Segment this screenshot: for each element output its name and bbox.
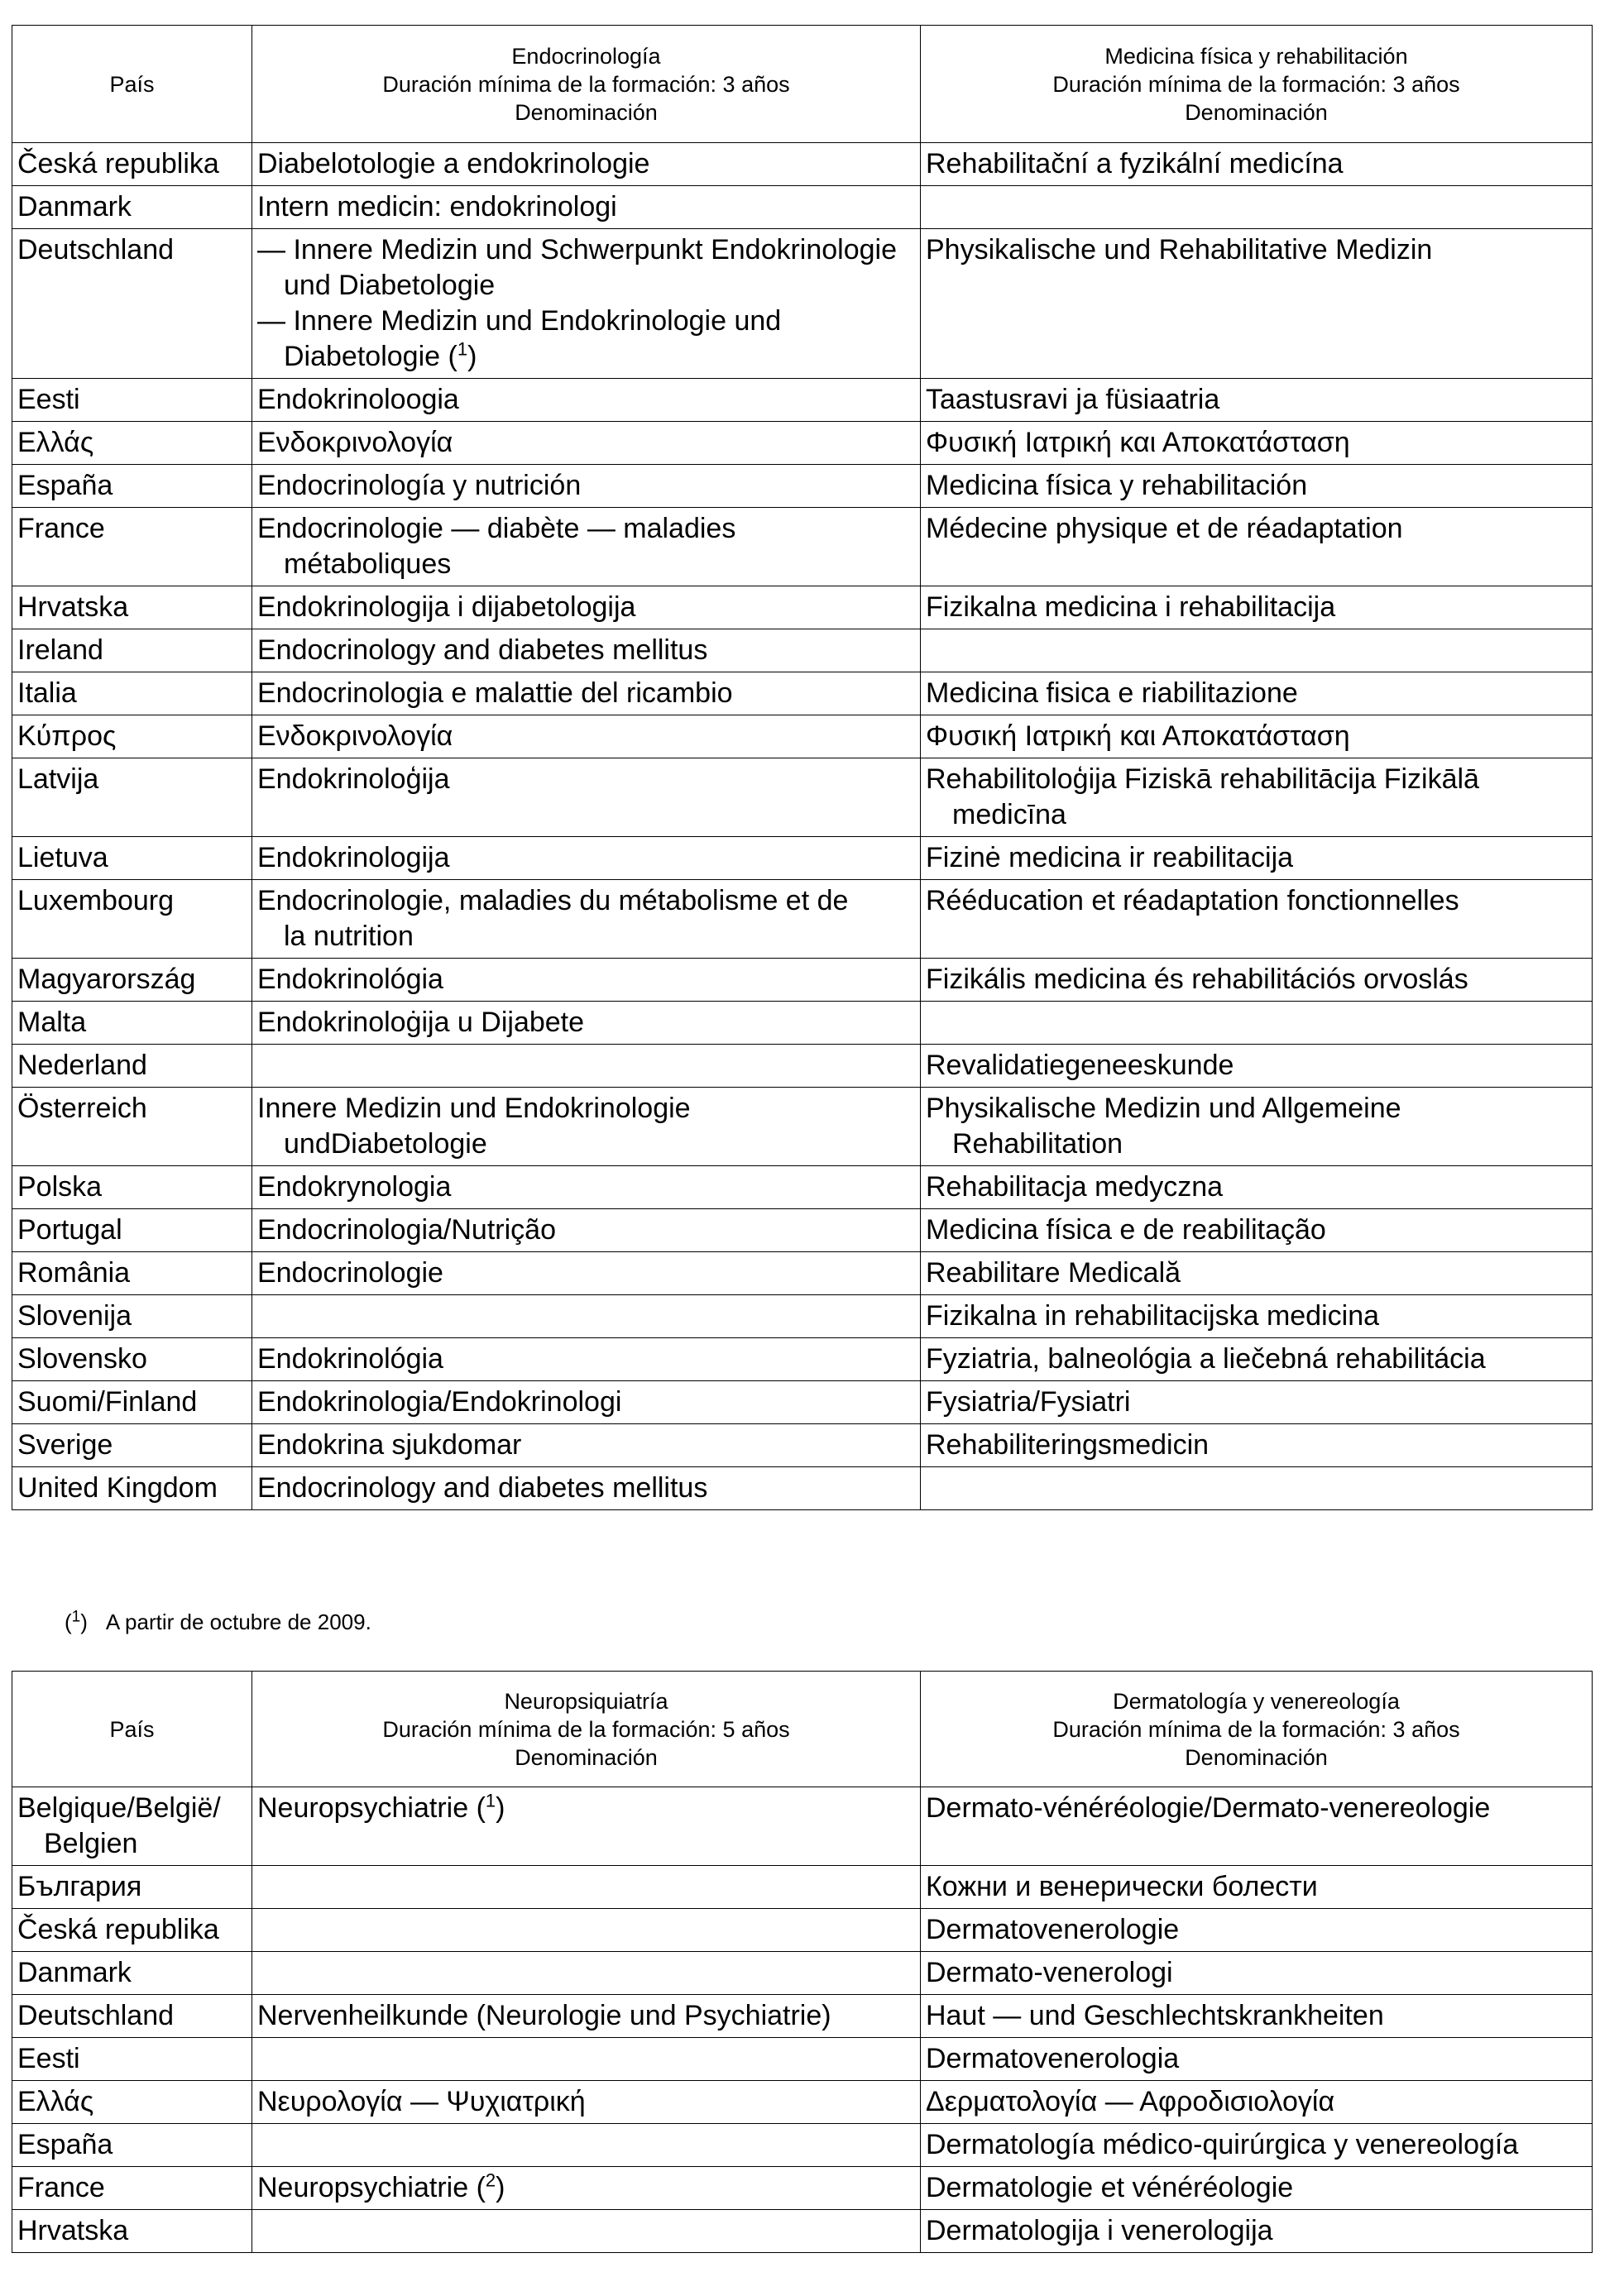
- cell-a: [252, 1909, 921, 1952]
- table-row: [12, 2167, 1593, 2210]
- cell-a: [252, 2124, 921, 2167]
- cell-text: Slovensko: [17, 1343, 147, 1375]
- table-row: [12, 2038, 1593, 2081]
- cell-b: [921, 715, 1593, 758]
- table-row: [12, 1295, 1593, 1338]
- cell-text: Luxembourg: [17, 885, 175, 916]
- table-row: [12, 1209, 1593, 1252]
- cell-text: Φυσική Ιατρική και Αποκατάσταση: [926, 720, 1350, 752]
- cell-text: — Innere Medizin und Schwerpunkt Endokrinologie und Diabetologie: [257, 234, 898, 301]
- cell-text: Dermatologija i venerologija: [926, 2215, 1273, 2246]
- table-row: [12, 2124, 1593, 2167]
- cell-a: [252, 1166, 921, 1209]
- cell-text: Fizikalna medicina i rehabilitacija: [926, 591, 1336, 623]
- cell-text: Endokrinoloġija u Dijabete: [257, 1007, 585, 1038]
- cell-text: Endocrinologie — diabète — maladies: [257, 513, 736, 544]
- cell-b: [921, 1209, 1593, 1252]
- cell-a: [252, 143, 921, 186]
- cell-text: Dermatovenerologie: [926, 1914, 1180, 1945]
- cell-text: Neuropsychiatrie ($^1$): [257, 1790, 505, 1824]
- cell-country: [12, 1338, 252, 1381]
- cell-text: Latvija: [17, 763, 99, 795]
- cell-country: [12, 1295, 252, 1338]
- cell-text: България: [17, 1871, 142, 1902]
- cell-a: [252, 508, 921, 586]
- cell-country: [12, 2210, 252, 2253]
- cell-text: Ireland: [17, 634, 103, 666]
- cell-text: România: [17, 1257, 131, 1289]
- cell-text: Revalidatiegeneeskunde: [926, 1050, 1234, 1081]
- cell-text: Endocrinologie, maladies du métabolisme et de: [257, 885, 849, 916]
- cell-b: [921, 1088, 1593, 1166]
- table-row: [12, 1045, 1593, 1088]
- cell-country: [12, 508, 252, 586]
- cell-a: [252, 959, 921, 1002]
- table-row: [12, 422, 1593, 465]
- footnote-reference: ($^2$): [468, 2169, 505, 2203]
- cell-text: Endocrinología y nutrición: [257, 470, 582, 501]
- specialties-table-2: [12, 1671, 1593, 2253]
- cell-b: [921, 672, 1593, 715]
- cell-country: [12, 586, 252, 629]
- cell-text: Endokrynologia: [257, 1171, 452, 1203]
- table-row: [12, 1995, 1593, 2038]
- table-row: [12, 1002, 1593, 1045]
- cell-country: [12, 1252, 252, 1295]
- cell-text: Dermatología médico-quirúrgica y venereología: [926, 2129, 1519, 2160]
- footnote-reference: ($^1$): [440, 338, 477, 372]
- table-row: [12, 1252, 1593, 1295]
- table-row: [12, 1381, 1593, 1424]
- cell-a: [252, 1338, 921, 1381]
- cell-b: [921, 379, 1593, 422]
- cell-a: [252, 1787, 921, 1866]
- cell-b: [921, 1166, 1593, 1209]
- cell-text: Hrvatska: [17, 591, 129, 623]
- header-col-a: Neuropsiquiatría Duración mínima de la formación: 5 años Denominación: [252, 1672, 921, 1787]
- cell-text: Nederland: [17, 1050, 147, 1081]
- cell-country: [12, 880, 252, 959]
- cell-b: [921, 1866, 1593, 1909]
- cell-b: [921, 1424, 1593, 1467]
- cell-country: [12, 379, 252, 422]
- cell-country: [12, 229, 252, 379]
- cell-a: [252, 186, 921, 229]
- cell-text: Endokrinologija i dijabetologija: [257, 591, 636, 623]
- cell-b: [921, 186, 1593, 229]
- cell-text: Medicina fisica e riabilitazione: [926, 677, 1298, 709]
- cell-country: [12, 1467, 252, 1510]
- cell-a: [252, 1045, 921, 1088]
- cell-text: Eesti: [17, 384, 80, 415]
- cell-a: [252, 1002, 921, 1045]
- cell-text: Portugal: [17, 1214, 122, 1246]
- cell-b: [921, 959, 1593, 1002]
- cell-a: [252, 2210, 921, 2253]
- cell-text: Hrvatska: [17, 2215, 129, 2246]
- cell-country: [12, 2124, 252, 2167]
- cell-b: [921, 2124, 1593, 2167]
- cell-a: [252, 1424, 921, 1467]
- cell-a: [252, 715, 921, 758]
- cell-text: Fizikális medicina és rehabilitációs orvoslás: [926, 964, 1468, 995]
- cell-text: Rehabilitation: [952, 1128, 1123, 1160]
- cell-text: Medicina física e de reabilitação: [926, 1214, 1326, 1246]
- cell-country: [12, 2038, 252, 2081]
- cell-a: [252, 758, 921, 837]
- cell-country: [12, 1209, 252, 1252]
- cell-b: [921, 1787, 1593, 1866]
- cell-a: [252, 2038, 921, 2081]
- cell-text: Danmark: [17, 1957, 132, 1988]
- cell-text: Fizinė medicina ir reabilitacija: [926, 842, 1294, 873]
- cell-country: [12, 1002, 252, 1045]
- table-row: [12, 672, 1593, 715]
- cell-text: Rehabilitační a fyzikální medicína: [926, 148, 1344, 179]
- cell-text: Italia: [17, 677, 77, 709]
- cell-country: [12, 1166, 252, 1209]
- cell-country: [12, 837, 252, 880]
- table-row: [12, 959, 1593, 1002]
- cell-b: [921, 1952, 1593, 1995]
- cell-text: Danmark: [17, 191, 132, 222]
- cell-b: [921, 880, 1593, 959]
- cell-text: métaboliques: [284, 548, 452, 580]
- cell-text: Rehabilitoloģija Fiziskā rehabilitācija Fizikālā: [926, 763, 1479, 795]
- cell-b: [921, 2210, 1593, 2253]
- cell-b: [921, 143, 1593, 186]
- cell-b: [921, 229, 1593, 379]
- cell-text: la nutrition: [284, 921, 414, 952]
- cell-a: [252, 1295, 921, 1338]
- table-row: [12, 586, 1593, 629]
- footnote: ($^1$) A partir de octubre de 2009.: [65, 1608, 371, 1634]
- header-col-b: Dermatología y venereología Duración mínima de la formación: 3 años Denominación: [921, 1672, 1593, 1787]
- cell-country: [12, 1952, 252, 1995]
- cell-text: Fyziatria, balneológia a liečebná rehabilitácia: [926, 1343, 1486, 1375]
- table-row: [12, 379, 1593, 422]
- cell-b: [921, 465, 1593, 508]
- cell-text: España: [17, 470, 113, 501]
- cell-country: [12, 629, 252, 672]
- cell-text: Endocrinology and diabetes mellitus: [257, 634, 708, 666]
- table-row: [12, 1909, 1593, 1952]
- cell-b: [921, 422, 1593, 465]
- cell-text: medicīna: [952, 799, 1066, 830]
- cell-b: [921, 2038, 1593, 2081]
- cell-country: [12, 1424, 252, 1467]
- specialties-table-1: [12, 25, 1593, 1510]
- cell-text: Innere Medizin und Endokrinologie: [257, 1093, 691, 1124]
- cell-text: undDiabetologie: [284, 1128, 487, 1160]
- cell-country: [12, 2167, 252, 2210]
- table-row: [12, 229, 1593, 379]
- cell-a: [252, 465, 921, 508]
- cell-text: Intern medicin: endokrinologi: [257, 191, 617, 222]
- cell-text: Rehabiliteringsmedicin: [926, 1429, 1210, 1461]
- cell-a: [252, 1252, 921, 1295]
- table-row: [12, 508, 1593, 586]
- cell-text: Suomi/Finland: [17, 1386, 198, 1418]
- cell-text: Endocrinologia e malattie del ricambio: [257, 677, 733, 709]
- cell-text: Dermato-venerologi: [926, 1957, 1173, 1988]
- cell-country: [12, 1088, 252, 1166]
- cell-text: Endokrina sjukdomar: [257, 1429, 522, 1461]
- cell-text: Ελλάς: [17, 427, 94, 458]
- cell-b: [921, 586, 1593, 629]
- table-row: [12, 1338, 1593, 1381]
- header-country: País: [12, 1672, 252, 1787]
- cell-text: Endocrinologie: [257, 1257, 443, 1289]
- cell-text: — Innere Medizin und Endokrinologie und Diabetologie ($^1$): [257, 305, 782, 372]
- cell-text: France: [17, 513, 105, 544]
- cell-text: Δερματολογία — Αφροδισιολογία: [926, 2086, 1335, 2117]
- cell-text: Кожни и венерически болести: [926, 1871, 1318, 1902]
- cell-a: [252, 837, 921, 880]
- cell-text: Médecine physique et de réadaptation: [926, 513, 1403, 544]
- cell-a: [252, 1209, 921, 1252]
- table-row: [12, 758, 1593, 837]
- header-country: País: [12, 26, 252, 143]
- cell-b: [921, 1295, 1593, 1338]
- cell-text: Malta: [17, 1007, 87, 1038]
- table-row: [12, 186, 1593, 229]
- footnote-reference: ($^1$): [468, 1790, 505, 1824]
- cell-country: [12, 143, 252, 186]
- table-row: [12, 1088, 1593, 1166]
- cell-text: Ενδοκρινολογία: [257, 720, 453, 752]
- cell-a: [252, 422, 921, 465]
- table-row: [12, 1952, 1593, 1995]
- cell-text: Polska: [17, 1171, 103, 1203]
- cell-country: [12, 186, 252, 229]
- cell-text: France: [17, 2172, 105, 2203]
- header-col-a: Endocrinología Duración mínima de la formación: 3 años Denominación: [252, 26, 921, 143]
- cell-b: [921, 1995, 1593, 2038]
- cell-text: Deutschland: [17, 234, 175, 265]
- table-row: [12, 465, 1593, 508]
- cell-country: [12, 422, 252, 465]
- cell-b: [921, 1467, 1593, 1510]
- cell-text: Lietuva: [17, 842, 108, 873]
- cell-b: [921, 837, 1593, 880]
- cell-a: [252, 1952, 921, 1995]
- cell-text: Dermato-vénéréologie/Dermato-venereologie: [926, 1792, 1491, 1824]
- cell-a: [252, 880, 921, 959]
- cell-text: Fysiatria/Fysiatri: [926, 1386, 1131, 1418]
- cell-b: [921, 1338, 1593, 1381]
- cell-text: Endokrinologija: [257, 842, 450, 873]
- cell-text: Rehabilitacja medyczna: [926, 1171, 1224, 1203]
- cell-text: Fizikalna in rehabilitacijska medicina: [926, 1300, 1380, 1332]
- cell-text: Belgien: [44, 1828, 138, 1859]
- cell-b: [921, 1381, 1593, 1424]
- cell-a: [252, 379, 921, 422]
- table-row: [12, 1424, 1593, 1467]
- cell-text: Endokrinoloogia: [257, 384, 459, 415]
- cell-text: Česká republika: [17, 1914, 219, 1945]
- cell-text: Ελλάς: [17, 2086, 94, 2117]
- cell-country: [12, 1381, 252, 1424]
- table-row: [12, 1467, 1593, 1510]
- cell-text: España: [17, 2129, 113, 2160]
- cell-text: Endokrinoloģija: [257, 763, 450, 795]
- cell-text: Endokrinológia: [257, 964, 443, 995]
- table-row: [12, 880, 1593, 959]
- cell-text: Endokrinológia: [257, 1343, 443, 1375]
- cell-b: [921, 1002, 1593, 1045]
- cell-text: Eesti: [17, 2043, 80, 2074]
- cell-text: Medicina física y rehabilitación: [926, 470, 1308, 501]
- cell-b: [921, 508, 1593, 586]
- cell-a: [252, 1995, 921, 2038]
- cell-text: Νευρολογία — Ψυχιατρική: [257, 2086, 586, 2117]
- cell-text: Κύπρος: [17, 720, 117, 752]
- cell-country: [12, 1045, 252, 1088]
- cell-text: Sverige: [17, 1429, 113, 1461]
- table-row: [12, 2210, 1593, 2253]
- table-row: [12, 1866, 1593, 1909]
- cell-text: Diabelotologie a endokrinologie: [257, 148, 650, 179]
- cell-a: [252, 1381, 921, 1424]
- cell-country: [12, 465, 252, 508]
- cell-text: Nervenheilkunde (Neurologie und Psychiatrie): [257, 2000, 831, 2031]
- table-row: [12, 715, 1593, 758]
- cell-text: Belgique/België/: [17, 1792, 221, 1824]
- cell-country: [12, 1995, 252, 2038]
- cell-b: [921, 629, 1593, 672]
- cell-text: Deutschland: [17, 2000, 175, 2031]
- cell-country: [12, 1866, 252, 1909]
- cell-country: [12, 2081, 252, 2124]
- cell-text: Taastusravi ja füsiaatria: [926, 384, 1220, 415]
- cell-text: Neuropsychiatrie ($^2$): [257, 2169, 505, 2203]
- table-row: [12, 2081, 1593, 2124]
- cell-text: United Kingdom: [17, 1472, 218, 1504]
- cell-country: [12, 1909, 252, 1952]
- cell-a: [252, 672, 921, 715]
- table-row: [12, 143, 1593, 186]
- cell-b: [921, 2081, 1593, 2124]
- cell-text: Dermatologie et vénéréologie: [926, 2172, 1294, 2203]
- cell-country: [12, 715, 252, 758]
- cell-b: [921, 1045, 1593, 1088]
- header-col-b: Medicina física y rehabilitación Duración mínima de la formación: 3 años Denominación: [921, 26, 1593, 143]
- cell-text: Dermatovenerologia: [926, 2043, 1180, 2074]
- table-row: [12, 1787, 1593, 1866]
- table-row: [12, 629, 1593, 672]
- cell-text: Physikalische Medizin und Allgemeine: [926, 1093, 1401, 1124]
- cell-a: [252, 2081, 921, 2124]
- table-row: [12, 1166, 1593, 1209]
- cell-b: [921, 1909, 1593, 1952]
- cell-country: [12, 672, 252, 715]
- cell-text: Reabilitare Medicală: [926, 1257, 1181, 1289]
- cell-a: [252, 229, 921, 379]
- cell-text: Φυσική Ιατρική και Αποκατάσταση: [926, 427, 1350, 458]
- cell-b: [921, 1252, 1593, 1295]
- table-header-row: [12, 26, 1593, 143]
- cell-text: Endokrinologia/Endokrinologi: [257, 1386, 622, 1418]
- cell-text: Österreich: [17, 1093, 147, 1124]
- cell-country: [12, 758, 252, 837]
- cell-country: [12, 959, 252, 1002]
- cell-text: Česká republika: [17, 148, 219, 179]
- cell-text: Endocrinology and diabetes mellitus: [257, 1472, 708, 1504]
- cell-country: [12, 1787, 252, 1866]
- cell-a: [252, 1467, 921, 1510]
- cell-a: [252, 586, 921, 629]
- cell-a: [252, 629, 921, 672]
- cell-b: [921, 758, 1593, 837]
- cell-a: [252, 2167, 921, 2210]
- cell-b: [921, 2167, 1593, 2210]
- table-row: [12, 837, 1593, 880]
- footnote-text: A partir de octubre de 2009.: [105, 1610, 371, 1634]
- cell-text: Magyarország: [17, 964, 196, 995]
- table-header-row: [12, 1672, 1593, 1787]
- cell-text: Endocrinologia/Nutrição: [257, 1214, 556, 1246]
- cell-text: Slovenija: [17, 1300, 132, 1332]
- footnote-mark: 1: [71, 1608, 81, 1626]
- cell-text: Ενδοκρινολογία: [257, 427, 453, 458]
- cell-a: [252, 1088, 921, 1166]
- cell-text: Physikalische und Rehabilitative Medizin: [926, 234, 1433, 265]
- cell-text: Rééducation et réadaptation fonctionnelles: [926, 885, 1459, 916]
- cell-a: [252, 1866, 921, 1909]
- cell-text: Haut — und Geschlechtskrankheiten: [926, 2000, 1384, 2031]
